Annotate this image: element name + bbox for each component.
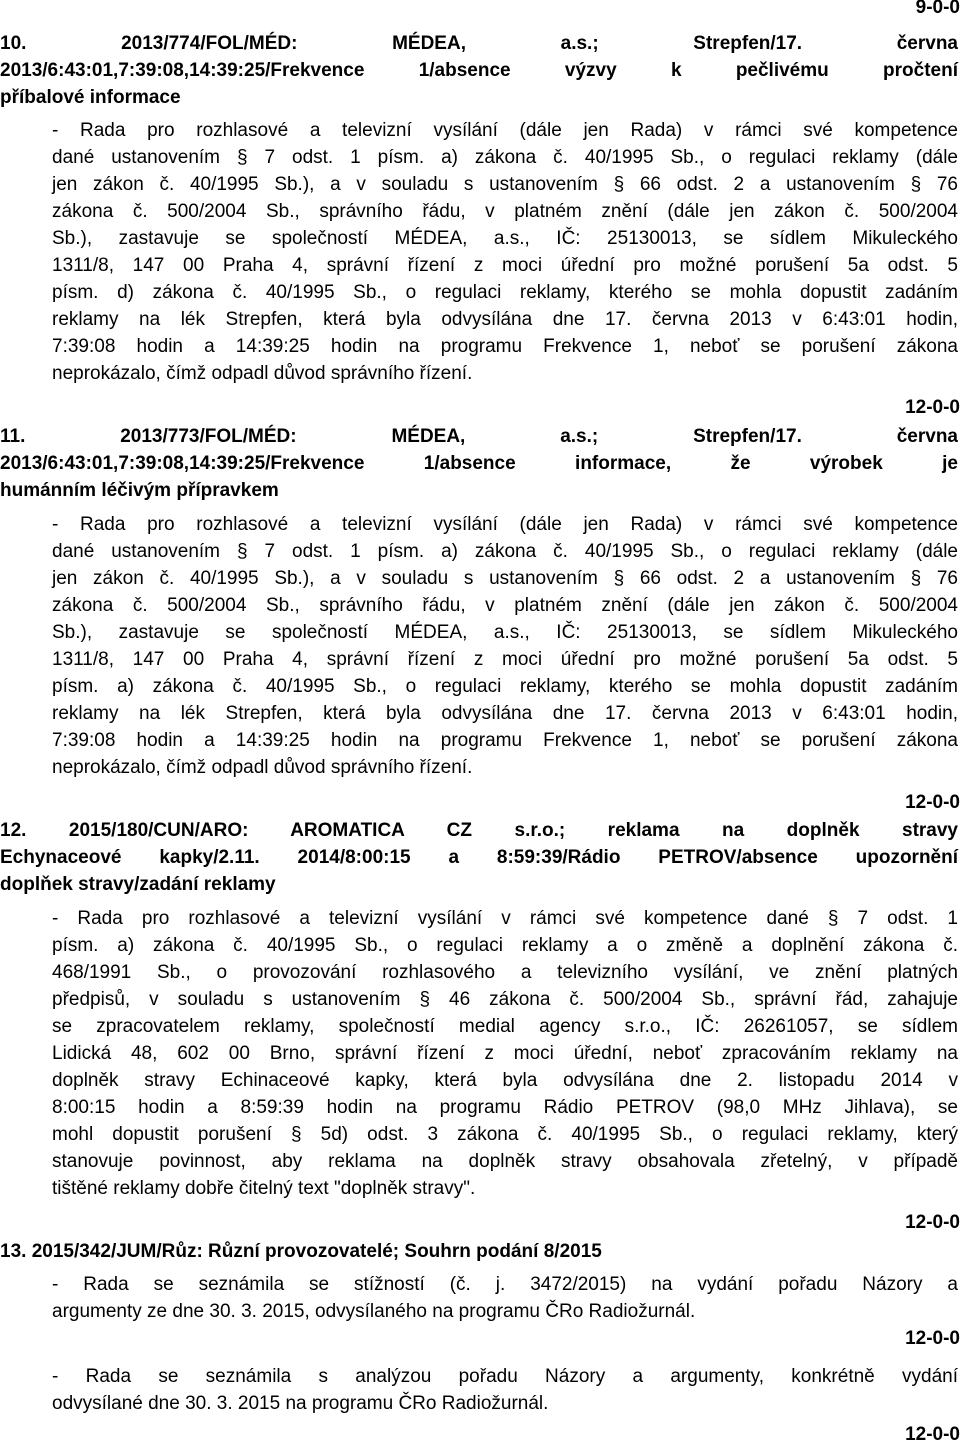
paragraph-line: zákona č. 500/2004 Sb., správního řádu, v platném znění (dále jen zákon č. 500/2004 [52,201,958,222]
heading-line: 10. 2013/774/FOL/MÉD: MÉDEA, a.s.; Strepfen/17. června [0,33,958,54]
vote-result: 9-0-0 [915,0,960,18]
paragraph-line: Lidická 48, 602 00 Brno, správní řízení z moci úřední, neboť zpracováním reklamy na [52,1043,958,1064]
vote-result: 12-0-0 [905,1424,960,1445]
item-paragraph [52,511,958,781]
paragraph-line: 7:39:08 hodin a 14:39:25 hodin na programu Frekvence 1, neboť se porušení zákona [52,336,958,357]
paragraph-line: 1311/8, 147 00 Praha 4, správní řízení z moci úřední pro možné porušení 5a odst. 5 [52,649,958,670]
paragraph-line: argumenty ze dne 30. 3. 2015, odvysílaného na programu ČRo Radiožurnál. [52,1301,696,1322]
paragraph-line: neprokázalo, čímž odpadl důvod správního řízení. [52,363,473,384]
paragraph-line: 8:00:15 hodin a 8:59:39 hodin na programu Rádio PETROV (98,0 MHz Jihlava), se [52,1097,958,1118]
item-paragraph [52,1271,958,1325]
paragraph-line: Sb.), zastavuje se společností MÉDEA, a.s., IČ: 25130013, se sídlem Mikuleckého [52,228,958,249]
paragraph-line: doplněk stravy Echinaceové kapky, která byla odvysílána dne 2. listopadu 2014 v [52,1070,958,1091]
item-paragraph [52,117,958,387]
item-heading [0,423,958,504]
paragraph-line: 7:39:08 hodin a 14:39:25 hodin na programu Frekvence 1, neboť se porušení zákona [52,730,958,751]
heading-line: doplňek stravy/zadání reklamy [0,874,276,895]
paragraph-line: předpisů, v souladu s ustanovením § 46 zákona č. 500/2004 Sb., správní řád, zahajuje [52,989,958,1010]
paragraph-line: tištěné reklamy dobře čitelný text "doplněk stravy". [52,1178,476,1199]
paragraph-line: stanovuje povinnost, aby reklama na doplněk stravy obsahovala zřetelný, v případě [52,1151,958,1172]
vote-result: 12-0-0 [905,1212,960,1233]
item-paragraph [52,905,958,1202]
paragraph-line: písm. a) zákona č. 40/1995 Sb., o regulaci reklamy, kterého se mohla dopustit zadáním [52,676,958,697]
paragraph-line: reklamy na lék Strepfen, která byla odvysílána dne 17. června 2013 v 6:43:01 hodin, [52,703,958,724]
item-heading [0,30,958,111]
paragraph-line: písm. a) zákona č. 40/1995 Sb., o regulaci reklamy a o změně a doplnění zákona č. [52,935,958,956]
paragraph-line: mohl dopustit porušení § 5d) odst. 3 zákona č. 40/1995 Sb., o regulaci reklamy, který [52,1124,958,1145]
heading-line: 2013/6:43:01,7:39:08,14:39:25/Frekvence 1/absence informace, že výrobek je [0,453,958,474]
paragraph-line: - Rada pro rozhlasové a televizní vysílání (dále jen Rada) v rámci své kompetence [52,514,958,535]
paragraph-line: písm. d) zákona č. 40/1995 Sb., o regulaci reklamy, kterého se mohla dopustit zadáním [52,282,958,303]
paragraph-line: zákona č. 500/2004 Sb., správního řádu, v platném znění (dále jen zákon č. 500/2004 [52,595,958,616]
paragraph-line: - Rada pro rozhlasové a televizní vysílání (dále jen Rada) v rámci své kompetence [52,120,958,141]
paragraph-line: 468/1991 Sb., o provozování rozhlasového a televizního vysílání, ve znění platných [52,962,958,983]
vote-result: 12-0-0 [905,792,960,813]
paragraph-line: - Rada pro rozhlasové a televizní vysílání v rámci své kompetence dané § 7 odst. 1 [52,908,958,929]
item-paragraph [52,1363,958,1417]
paragraph-line: dané ustanovením § 7 odst. 1 písm. a) zákona č. 40/1995 Sb., o regulaci reklamy (dále [52,541,958,562]
heading-line: Echynaceové kapky/2.11. 2014/8:00:15 a 8:59:39/Rádio PETROV/absence upozornění [0,847,958,868]
item-heading [0,817,958,898]
heading-line: humánním léčivým přípravkem [0,480,279,501]
paragraph-line: neprokázalo, čímž odpadl důvod správního řízení. [52,757,473,778]
paragraph-line: dané ustanovením § 7 odst. 1 písm. a) zákona č. 40/1995 Sb., o regulaci reklamy (dále [52,147,958,168]
paragraph-line: odvysílané dne 30. 3. 2015 na programu ČRo Radiožurnál. [52,1393,549,1414]
paragraph-line: - Rada se seznámila se stížností (č. j. 3472/2015) na vydání pořadu Názory a [52,1274,958,1295]
paragraph-line: - Rada se seznámila s analýzou pořadu Názory a argumenty, konkrétně vydání [52,1366,958,1387]
heading-line: 12. 2015/180/CUN/ARO: AROMATICA CZ s.r.o.; reklama na doplněk stravy [0,820,958,841]
paragraph-line: se zpracovatelem reklamy, společností medial agency s.r.o., IČ: 26261057, se sídlem [52,1016,958,1037]
vote-result: 12-0-0 [905,1328,960,1349]
paragraph-line: reklamy na lék Strepfen, která byla odvysílána dne 17. června 2013 v 6:43:01 hodin, [52,309,958,330]
heading-line: 11. 2013/773/FOL/MÉD: MÉDEA, a.s.; Strepfen/17. června [0,426,958,447]
paragraph-line: 1311/8, 147 00 Praha 4, správní řízení z moci úřední pro možné porušení 5a odst. 5 [52,255,958,276]
heading-line: 13. 2015/342/JUM/Růz: Různí provozovatelé; Souhrn podání 8/2015 [0,1241,602,1262]
heading-line: příbalové informace [0,87,181,108]
paragraph-line: jen zákon č. 40/1995 Sb.), a v souladu s ustanovením § 66 odst. 2 a ustanovením § 76 [52,174,958,195]
item-heading [0,1238,958,1265]
vote-result: 12-0-0 [905,397,960,418]
paragraph-line: Sb.), zastavuje se společností MÉDEA, a.s., IČ: 25130013, se sídlem Mikuleckého [52,622,958,643]
paragraph-line: jen zákon č. 40/1995 Sb.), a v souladu s ustanovením § 66 odst. 2 a ustanovením § 76 [52,568,958,589]
heading-line: 2013/6:43:01,7:39:08,14:39:25/Frekvence 1/absence výzvy k pečlivému pročtení [0,60,958,81]
